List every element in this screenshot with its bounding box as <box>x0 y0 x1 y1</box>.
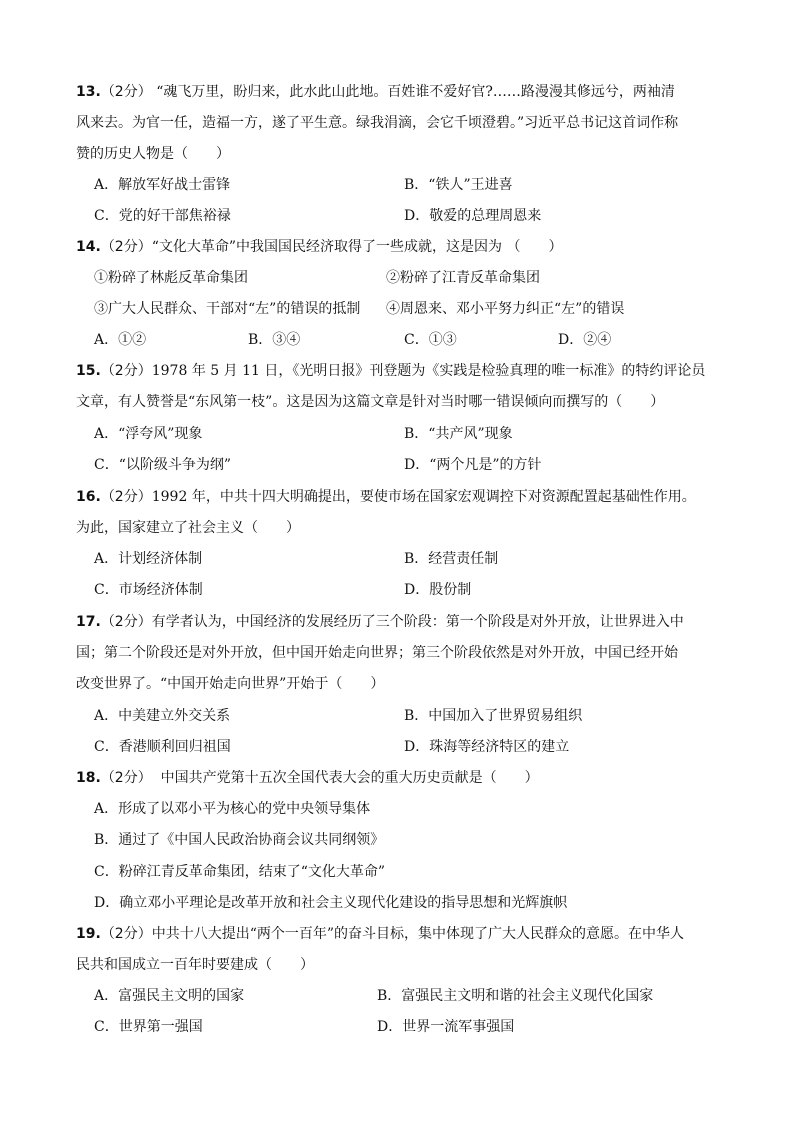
question-points: （2分） <box>100 489 152 505</box>
question-text: 1992 年，中共十四大明确提出，要使市场在国家宏观调控下对资源配置起基础性作用。 <box>151 489 696 505</box>
option-c[interactable]: C．世界第一强国 <box>94 1019 203 1035</box>
question-number: 16. <box>76 489 101 505</box>
option-d[interactable]: D．股份制 <box>404 582 472 598</box>
option-a[interactable]: A．形成了以邓小平为核心的党中央领导集体 <box>94 801 371 817</box>
option-c[interactable]: C．党的好干部焦裕禄 <box>94 208 231 224</box>
question-number: 14. <box>76 239 101 255</box>
option-d[interactable]: D．②④ <box>558 332 612 348</box>
question-points: （2分） <box>100 926 152 942</box>
question-17-line-3: 改变世界了。“中国开始走向世界”开始于（ ） <box>76 676 385 692</box>
question-number: 15. <box>76 363 101 379</box>
question-points: （2分） <box>100 363 152 379</box>
option-d[interactable]: D．世界一流军事强国 <box>377 1019 515 1035</box>
question-points: （2分） <box>100 614 152 630</box>
option-b[interactable]: B．“铁人”王进喜 <box>404 177 513 193</box>
question-14-line-1 <box>76 237 563 257</box>
option-d[interactable]: D．敬爱的总理周恩来 <box>404 208 542 224</box>
question-15-line-2: 文章，有人赞誉是“东风第一枝”。这是因为这篇文章是针对当时哪一错误倾向而撰写的（ ） <box>76 394 665 410</box>
question-number: 19. <box>76 926 101 942</box>
option-d[interactable]: D．珠海等经济特区的建立 <box>404 739 570 755</box>
option-b[interactable]: B．③④ <box>248 332 301 348</box>
question-18-line-1 <box>76 768 539 788</box>
statement-4: ④周恩来、邓小平努力纠正“左”的错误 <box>386 301 625 317</box>
option-b[interactable]: B．通过了《中国人民政治协商会议共同纲领》 <box>94 832 385 848</box>
question-text: 中国共产党第十五次全国代表大会的重大历史贡献是（ ） <box>160 770 539 786</box>
question-19-line-1 <box>76 924 684 944</box>
statement-1: ①粉碎了林彪反革命集团 <box>94 270 248 286</box>
question-16-line-1 <box>76 487 696 507</box>
question-13-line-3: 赞的历史人物是（ ） <box>76 146 230 162</box>
statement-2: ②粉碎了江青反革命集团 <box>386 270 540 286</box>
question-number: 17. <box>76 614 101 630</box>
question-17-line-2: 国；第二个阶段还是对外开放，但中国开始走向世界；第三个阶段依然是对外开放，中国已经开始 <box>76 645 678 661</box>
question-13-line-1 <box>76 82 675 102</box>
option-c[interactable]: C．“以阶级斗争为纲” <box>94 457 232 473</box>
question-number: 13. <box>76 84 101 100</box>
question-points: （2分） <box>100 84 152 100</box>
option-b[interactable]: B．中国加入了世界贸易组织 <box>404 708 583 724</box>
option-c[interactable]: C．粉碎江青反革命集团，结束了“文化大革命” <box>94 864 386 880</box>
option-b[interactable]: B．经营责任制 <box>404 551 499 567</box>
question-text: 中共十八大提出“两个一百年”的奋斗目标，集中体现了广大人民群众的意愿。在中华人 <box>151 926 685 942</box>
option-b[interactable]: B．“共产风”现象 <box>404 426 513 442</box>
statement-3: ③广大人民群众、干部对“左”的错误的抵制 <box>94 301 361 317</box>
option-d[interactable]: D．“两个凡是”的方针 <box>404 457 542 473</box>
option-c[interactable]: C．市场经济体制 <box>94 582 203 598</box>
option-b[interactable]: B．富强民主文明和谐的社会主义现代化国家 <box>377 988 654 1004</box>
question-text: “文化大革命”中我国国民经济取得了一些成就，这是因为 （ ） <box>151 239 563 255</box>
question-17-line-1 <box>76 612 684 632</box>
question-text: “魂飞万里，盼归来，此水此山此地。百姓谁不爱好官?……路漫漫其修远兮，两袖清 <box>156 84 675 100</box>
option-a[interactable]: A．“浮夸风”现象 <box>94 426 203 442</box>
option-a[interactable]: A．解放军好战士雷锋 <box>94 177 231 193</box>
option-a[interactable]: A．中美建立外交关系 <box>94 708 231 724</box>
option-d[interactable]: D．确立邓小平理论是改革开放和社会主义现代化建设的指导思想和光辉旗帜 <box>94 895 568 911</box>
question-number: 18. <box>76 770 101 786</box>
option-c[interactable]: C．香港顺利回归祖国 <box>94 739 231 755</box>
question-text: 有学者认为，中国经济的发展经历了三个阶段：第一个阶段是对外开放，让世界进入中 <box>151 614 684 630</box>
question-points: （2分） <box>100 770 152 786</box>
option-a[interactable]: A．计划经济体制 <box>94 551 203 567</box>
question-16-line-2: 为此，国家建立了社会主义（ ） <box>76 520 300 536</box>
question-15-line-1 <box>76 361 705 381</box>
option-a[interactable]: A．①② <box>94 332 147 348</box>
question-13-line-2: 风来去。为官一任，造福一方，遂了平生意。绿我涓滴，会它千顷澄碧。”习近平总书记这首词作称 <box>76 115 679 131</box>
question-19-line-2: 民共和国成立一百年时要建成（ ） <box>76 957 314 973</box>
option-c[interactable]: C．①③ <box>404 332 457 348</box>
question-points: （2分） <box>100 239 152 255</box>
option-a[interactable]: A．富强民主文明的国家 <box>94 988 245 1004</box>
question-text: 1978 年 5 月 11 日，《光明日报》刊登题为《实践是检验真理的唯一标准》的特约评论员 <box>151 363 706 379</box>
